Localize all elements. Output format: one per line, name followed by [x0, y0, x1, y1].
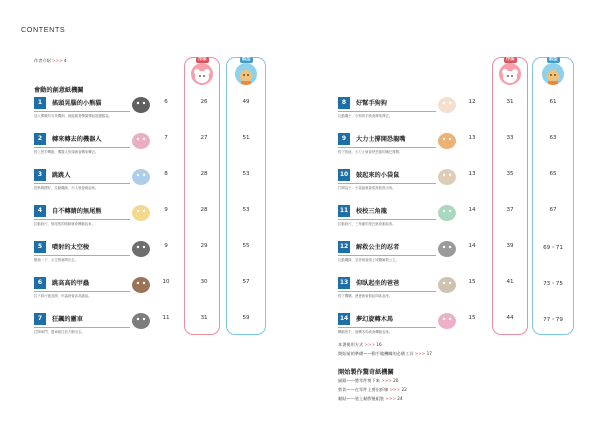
- entry-number: 6: [34, 277, 46, 289]
- entry-page: 11: [162, 315, 170, 321]
- entry-pattern-page: 59: [242, 315, 250, 321]
- entry-title: 狂飆的靈車: [52, 316, 83, 323]
- entry-make-page: 29: [200, 243, 208, 249]
- tools-link[interactable]: 開始前的準備——動手做機關的必備工具 >>> 17: [338, 351, 432, 356]
- entry-make-page: 28: [200, 171, 208, 177]
- entry-page: 15: [468, 315, 476, 321]
- entry-divider: [338, 111, 436, 112]
- entry-illustration-icon: [434, 163, 460, 187]
- pattern-column-label-right: 紙型: [549, 57, 558, 62]
- entry-number: 10: [338, 169, 350, 181]
- step-link-2[interactable]: 剪切——在零件上剪出折線 >>> 22: [338, 387, 407, 392]
- entry-illustration-icon: [128, 163, 154, 187]
- entry-number: 14: [338, 313, 350, 325]
- entry-pattern-page: 65: [549, 171, 557, 177]
- entry-pattern-page: 53: [242, 207, 250, 213]
- entry-divider: [338, 291, 436, 292]
- pattern-column-label: 紙型: [242, 57, 251, 62]
- entry-make-page: 28: [200, 207, 208, 213]
- entry-pattern-page: 53: [242, 171, 250, 177]
- entry-number: 5: [34, 241, 46, 253]
- toc-entry[interactable]: [338, 241, 579, 269]
- entry-title: 校校三角龍: [356, 208, 387, 215]
- entry-divider: [338, 147, 436, 148]
- toc-entry[interactable]: [34, 169, 272, 197]
- entry-page: 8: [164, 171, 168, 177]
- entry-pattern-page: 63: [549, 135, 557, 141]
- entry-pattern-page: 61: [549, 99, 557, 105]
- entry-page: 14: [468, 243, 476, 249]
- toc-entry[interactable]: [34, 277, 272, 305]
- entry-number: 12: [338, 241, 350, 253]
- make-mascot-icon: [191, 63, 213, 85]
- entry-number: 13: [338, 277, 350, 289]
- entry-description: 拉下紙片後放開，甲蟲就會高高跳起。: [34, 294, 92, 298]
- entry-page: 9: [164, 243, 168, 249]
- entry-divider: [34, 219, 130, 220]
- entry-make-page: 39: [506, 243, 514, 249]
- entry-title: 自不轉睛的無尾熊: [52, 208, 102, 215]
- entry-divider: [338, 255, 436, 256]
- entry-title: 鼓起來的小袋鼠: [356, 172, 400, 179]
- make-column-label: 作法: [198, 57, 207, 62]
- section2-title: 開始製作驚奇紙機關: [338, 369, 394, 376]
- entry-number: 9: [338, 133, 350, 145]
- entry-title: 跳高高的甲蟲: [52, 280, 90, 287]
- entry-title: 解救公主的忍者: [356, 244, 400, 251]
- pattern-mascot-icon-right: [542, 63, 564, 85]
- entry-pattern-page: 73・75: [543, 281, 563, 287]
- entry-description: 按上把手轉動，機器人的頭就會轉來轉去。: [34, 150, 99, 154]
- entry-make-page: 37: [506, 207, 514, 213]
- section-title: 會動的創意紙機關: [34, 87, 84, 94]
- entry-number: 3: [34, 169, 46, 181]
- entry-illustration-icon: [434, 271, 460, 295]
- entry-pattern-page: 67: [549, 207, 557, 213]
- entry-description: 按下按鈕，大力士就會把恐龍的嘴巴撐開。: [338, 150, 403, 154]
- entry-description: 拉動繩線，忍者就會爬上城牆解救公主。: [338, 258, 400, 262]
- entry-description: 打開袋子，小袋鼠就會從裡面鼓出來。: [338, 186, 396, 190]
- entry-number: 7: [34, 313, 46, 325]
- toc-entry[interactable]: [338, 133, 579, 161]
- entry-page: 6: [164, 99, 168, 105]
- entry-pattern-page: 69・71: [543, 245, 563, 251]
- entry-pattern-page: 57: [242, 279, 250, 285]
- entry-description: 拉開車門，靈車就往前方衝出去。: [34, 330, 85, 334]
- entry-pattern-page: 77・79: [543, 317, 563, 323]
- toc-entry[interactable]: [338, 277, 579, 305]
- toc-entry[interactable]: [34, 205, 272, 233]
- entry-page: 10: [162, 279, 170, 285]
- entry-number: 4: [34, 205, 46, 217]
- entry-pattern-page: 49: [242, 99, 250, 105]
- author-link[interactable]: [34, 58, 67, 64]
- toc-entry[interactable]: [338, 313, 579, 341]
- entry-page: 15: [468, 279, 476, 285]
- entry-illustration-icon: [128, 271, 154, 295]
- entry-title: 噴射的太空梭: [52, 244, 90, 251]
- entry-title: 搖頭晃腦的小熊貓: [52, 100, 102, 107]
- entry-description: 拉動繩子，小狗的手就會揮來揮去。: [338, 114, 393, 118]
- entry-illustration-icon: [434, 91, 460, 115]
- toc-entry[interactable]: [34, 133, 272, 161]
- entry-title: 好幫手狗狗: [356, 100, 387, 107]
- entry-make-page: 41: [506, 279, 514, 285]
- entry-number: 2: [34, 133, 46, 145]
- entry-make-page: 27: [200, 135, 208, 141]
- author-page: 4: [63, 58, 67, 63]
- entry-description: 壓縮一下，太空梭就噴出去。: [34, 258, 79, 262]
- entry-illustration-icon: [128, 235, 154, 259]
- entry-divider: [34, 183, 130, 184]
- entry-divider: [34, 291, 130, 292]
- entry-illustration-icon: [128, 91, 154, 115]
- toc-entry[interactable]: [338, 205, 579, 233]
- entry-make-page: 26: [200, 99, 208, 105]
- entry-page: 12: [468, 99, 476, 105]
- pattern-mascot-icon: [235, 63, 257, 85]
- make-mascot-icon-right: [499, 63, 521, 85]
- entry-make-page: 44: [506, 315, 514, 321]
- entry-title: 夢幻旋轉木馬: [356, 316, 394, 323]
- entry-pattern-page: 51: [242, 135, 250, 141]
- entry-divider: [34, 327, 130, 328]
- entry-make-page: 31: [506, 99, 514, 105]
- entry-illustration-icon: [434, 307, 460, 331]
- toc-entry[interactable]: [338, 169, 579, 197]
- author-label: 作者介紹: [34, 58, 51, 63]
- step-link-1[interactable]: 描紙——將零件剪下來 >>> 20: [338, 378, 399, 383]
- entry-divider: [338, 327, 436, 328]
- entry-make-page: 33: [506, 135, 514, 141]
- entry-illustration-icon: [128, 127, 154, 151]
- entry-title: 跳跳人: [52, 172, 71, 179]
- entry-pattern-page: 55: [242, 243, 250, 249]
- entry-page: 7: [164, 135, 168, 141]
- entry-page: 14: [468, 207, 476, 213]
- entry-title: 仰臥起坐的爸爸: [356, 280, 400, 287]
- entry-make-page: 35: [506, 171, 514, 177]
- entry-page: 13: [468, 135, 476, 141]
- toc-entry[interactable]: [34, 97, 272, 125]
- entry-divider: [34, 255, 130, 256]
- entry-description: 拉動紙片，無尾熊的眼睛就會轉動起來。: [34, 222, 96, 226]
- toc-entry[interactable]: [34, 313, 272, 341]
- entry-title: 轉來轉去的機器人: [52, 136, 102, 143]
- toc-entry[interactable]: [34, 241, 272, 269]
- entry-illustration-icon: [128, 199, 154, 223]
- entry-divider: [34, 147, 130, 148]
- make-column-label-right: 作法: [506, 57, 515, 62]
- step-link-3[interactable]: 黏貼——塗上黏膠後組裝 >>> 24: [338, 396, 403, 401]
- toc-entry[interactable]: [338, 97, 579, 125]
- page-title: CONTENTS: [21, 25, 66, 34]
- entry-divider: [34, 111, 130, 112]
- entry-illustration-icon: [434, 199, 460, 223]
- entry-description: 按下機關，爸爸就會做起仰臥起坐。: [338, 294, 393, 298]
- author-arrows: >>>: [52, 58, 63, 63]
- entry-divider: [338, 183, 436, 184]
- entry-page: 13: [468, 171, 476, 177]
- entry-number: 11: [338, 205, 350, 217]
- entry-make-page: 30: [200, 279, 208, 285]
- entry-illustration-icon: [128, 307, 154, 331]
- entry-title: 大力士撐開恐龍嘴: [356, 136, 406, 143]
- entry-number: 8: [338, 97, 350, 109]
- entry-make-page: 31: [200, 315, 208, 321]
- entry-description: 轉動把手，旋轉木馬就會轉動起來。: [338, 330, 393, 334]
- entry-description: 拉動紙片，三角龍的尾巴就會動起來。: [338, 222, 396, 226]
- entry-illustration-icon: [434, 127, 460, 151]
- entry-page: 9: [164, 207, 168, 213]
- entry-description: 把紙條摺好，拉動繩線，小人就會跳起來。: [34, 186, 99, 190]
- entry-illustration-icon: [434, 235, 460, 259]
- usage-link[interactable]: 本書使用方式 >>> 16: [338, 342, 382, 347]
- entry-divider: [338, 219, 436, 220]
- entry-description: 加入彈簧的耳朵機制，就能隨著彈簧彈起搖擺腦袋。: [34, 114, 112, 118]
- entry-number: 1: [34, 97, 46, 109]
